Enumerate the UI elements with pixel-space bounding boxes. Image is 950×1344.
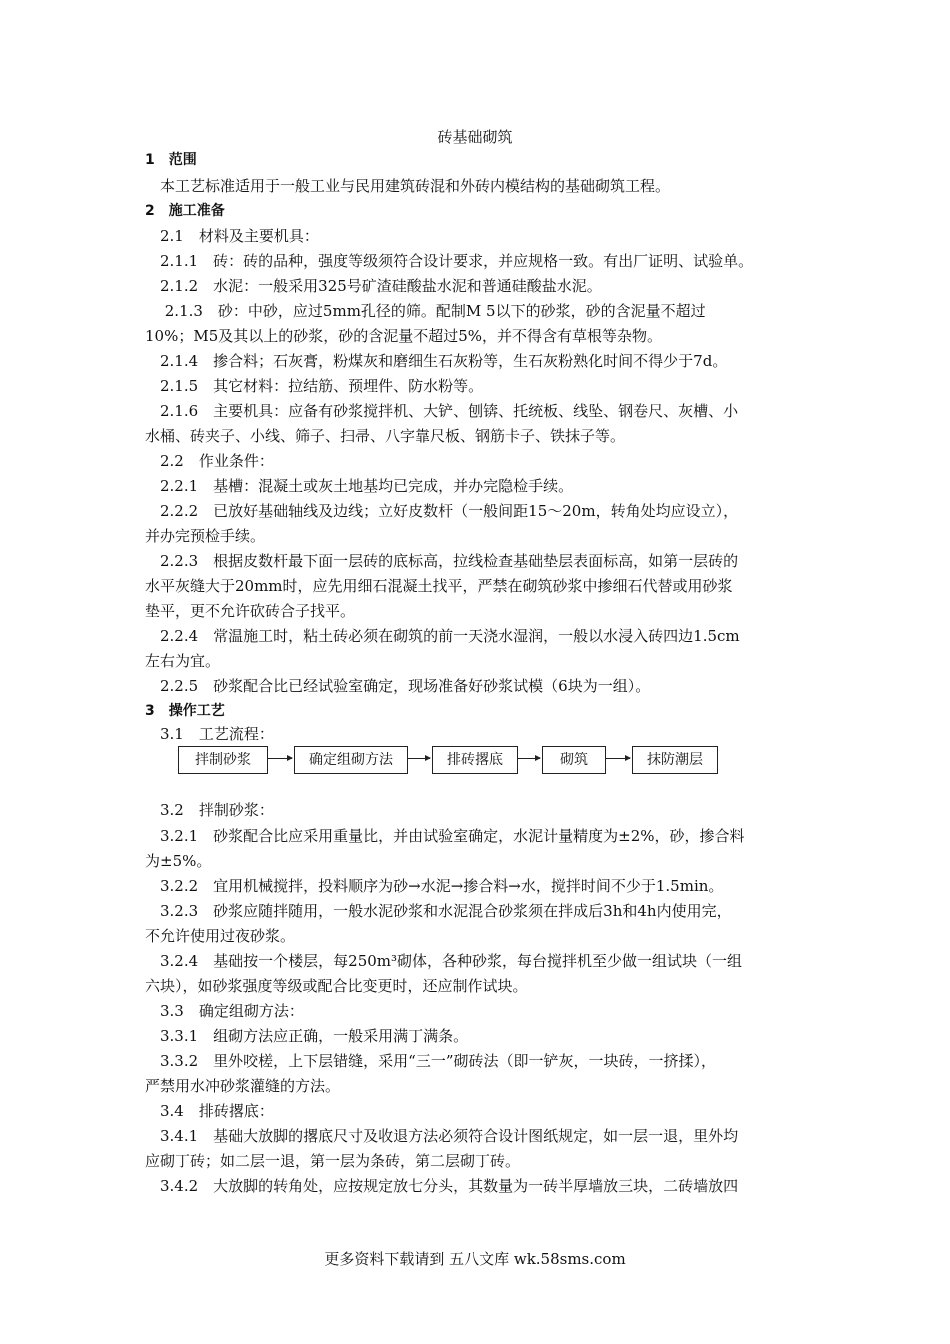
- paragraph-line: 不允许使用过夜砂浆。: [145, 927, 296, 945]
- flow-arrow: [408, 758, 430, 759]
- paragraph-line: 2.2.2 已放好基础轴线及边线；立好皮数杆（一般间距15～20m，转角处均应设立），: [145, 502, 739, 520]
- flow-step-box: 拌制砂浆: [178, 746, 268, 774]
- paragraph-line: 左右为宜。: [145, 652, 221, 670]
- paragraph-line: 2.2.1 基槽：混凝土或灰土地基均已完成，并办完隐检手续。: [145, 477, 574, 495]
- paragraph-line: 2.1.1 砖：砖的品种，强度等级须符合设计要求，并应规格一致。有出厂证明、试验单。: [145, 252, 754, 270]
- flow-arrow: [606, 758, 630, 759]
- paragraph-line: 水平灰缝大于20mm时，应先用细石混凝土找平，严禁在砌筑砂浆中掺细石代替或用砂浆: [145, 577, 733, 595]
- paragraph-line: 2.1.4 掺合料；石灰膏，粉煤灰和磨细生石灰粉等，生石灰粉熟化时间不得少于7d。: [145, 352, 728, 370]
- paragraph-line: 严禁用水冲砂浆灌缝的方法。: [145, 1077, 341, 1095]
- paragraph-line: 2.1 材料及主要机具：: [145, 227, 319, 245]
- flow-step-box: 排砖撂底: [432, 746, 518, 774]
- paragraph-line: 2.1.3 砂：中砂，应过5mm孔径的筛。配制M 5以下的砂浆，砂的含泥量不超过: [145, 302, 706, 320]
- paragraph-line: 3.3 确定组砌方法：: [145, 1002, 304, 1020]
- paragraph-line: 10%；M5及其以上的砂浆，砂的含泥量不超过5%，并不得含有草根等杂物。: [145, 327, 663, 345]
- section-heading: 1 范围: [145, 152, 197, 168]
- paragraph-line: 3.2.1 砂浆配合比应采用重量比，并由试验室确定，水泥计量精度为±2%，砂，掺合料: [145, 827, 745, 845]
- page-footer: 更多资料下载请到 五八文库 wk.58sms.com: [324, 1250, 626, 1268]
- section-heading: 3 操作工艺: [145, 703, 225, 719]
- paragraph-line: 2.2.5 砂浆配合比已经试验室确定，现场准备好砂浆试模（6块为一组）。: [145, 677, 651, 695]
- paragraph-line: 六块），如砂浆强度等级或配合比变更时，还应制作试块。: [145, 977, 528, 995]
- section-heading: 2 施工准备: [145, 203, 225, 219]
- paragraph-line: 3.2 拌制砂浆：: [145, 801, 274, 819]
- paragraph-line: 应砌丁砖；如二层一退，第一层为条砖，第二层砌丁砖。: [145, 1152, 521, 1170]
- paragraph-line: 2.2.4 常温施工时，粘土砖必须在砌筑的前一天浇水湿润，一般以水浸入砖四边1.5cm: [145, 627, 740, 645]
- flow-step-box: 抹防潮层: [632, 746, 718, 774]
- paragraph-line: 2.2 作业条件：: [145, 452, 274, 470]
- paragraph-line: 3.4 排砖撂底：: [145, 1102, 274, 1120]
- process-flowchart: [178, 746, 738, 774]
- paragraph-line: 2.1.6 主要机具：应备有砂浆搅拌机、大铲、刨锛、托统板、线坠、钢卷尺、灰槽、小: [145, 402, 739, 420]
- page-title: 砖基础砌筑: [437, 128, 513, 146]
- paragraph-line: 3.2.4 基础按一个楼层，每250m³砌体，各种砂浆，每台搅拌机至少做一组试块（一组: [145, 952, 743, 970]
- paragraph-line: 3.4.1 基础大放脚的撂底尺寸及收退方法必须符合设计图纸规定，如一层一退，里外均: [145, 1127, 739, 1145]
- paragraph-line: 3.2.3 砂浆应随拌随用，一般水泥砂浆和水泥混合砂浆须在拌成后3h和4h内使用完，: [145, 902, 732, 920]
- flow-step-box: 确定组砌方法: [294, 746, 408, 774]
- paragraph-line: 并办完预检手续。: [145, 527, 266, 545]
- paragraph-line: 2.1.2 水泥：一般采用325号矿渣硅酸盐水泥和普通硅酸盐水泥。: [145, 277, 602, 295]
- flow-arrow: [268, 758, 292, 759]
- paragraph-line: 3.1 工艺流程：: [145, 725, 274, 743]
- flow-arrow: [518, 758, 540, 759]
- paragraph-line: 3.3.1 组砌方法应正确，一般采用满丁满条。: [145, 1027, 469, 1045]
- paragraph-line: 为±5%。: [145, 852, 212, 870]
- paragraph-line: 3.2.2 宜用机械搅拌，投料顺序为砂→水泥→掺合料→水，搅拌时间不少于1.5min。: [145, 877, 724, 895]
- flow-step-box: 砌筑: [542, 746, 606, 774]
- paragraph-line: 3.3.2 里外咬槎，上下层错缝，采用“三一”砌砖法（即一铲灰，一块砖，一挤揉），: [145, 1052, 717, 1070]
- paragraph-line: 2.1.5 其它材料：拉结筋、预埋件、防水粉等。: [145, 377, 484, 395]
- paragraph-line: 垫平，更不允许砍砖合子找平。: [145, 602, 356, 620]
- paragraph-line: 2.2.3 根据皮数杆最下面一层砖的底标高，拉线检查基础垫层表面标高，如第一层砖的: [145, 552, 739, 570]
- paragraph-line: 本工艺标准适用于一般工业与民用建筑砖混和外砖内模结构的基础砌筑工程。: [145, 177, 671, 195]
- paragraph-line: 3.4.2 大放脚的转角处，应按规定放七分头，其数量为一砖半厚墙放三块，二砖墙放四: [145, 1177, 739, 1195]
- paragraph-line: 水桶、砖夹子、小线、筛子、扫帚、八字靠尺板、钢筋卡子、铁抹子等。: [145, 427, 626, 445]
